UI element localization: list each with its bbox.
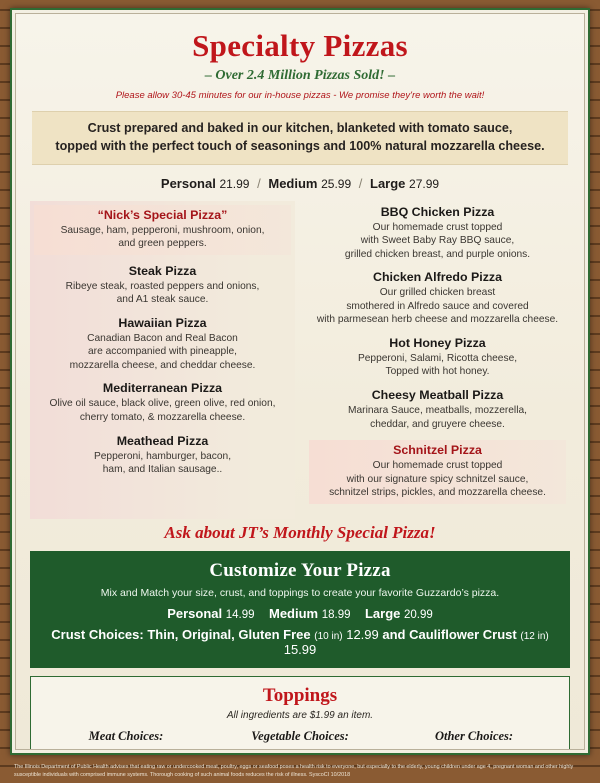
customize-personal-price: 14.99 [225, 608, 255, 621]
customize-medium-price: 18.99 [321, 608, 351, 621]
toppings-column-meat [39, 729, 213, 750]
customize-your-pizza-section [30, 551, 570, 668]
customize-mix-line: Mix and Match your size, crust, and toppings to create your favorite Guzzardo’s pizza. [100, 586, 500, 599]
price-separator-1: / [257, 175, 261, 191]
customize-personal-label: Personal [167, 605, 223, 621]
pizza-item [34, 205, 291, 255]
pizza-name: Cheesy Meatball Pizza [371, 388, 504, 402]
pizza-description: Olive oil sauce, black olive, green olive, red onion, cherry tomato, & mozzarella cheese. [49, 398, 276, 423]
toppings-price-note: All ingredients are $1.99 an item. [226, 709, 374, 721]
prep-time-note: Please allow 30-45 minutes for our in-house pizzas - We promise they're worth the wait! [115, 90, 485, 101]
specialty-large-price: 27.99 [409, 176, 440, 191]
pizza-name: Schnitzel Pizza [393, 443, 482, 458]
pizza-name: BBQ Chicken Pizza [380, 204, 495, 219]
page-subtitle: – Over 2.4 Million Pizzas Sold! – [204, 68, 396, 83]
pizza-name: Steak Pizza [128, 263, 197, 278]
specialty-medium-price: 25.99 [321, 176, 352, 191]
pizza-name: Mediterranean Pizza [102, 381, 223, 396]
pizza-description: Our grilled chicken breast smothered in Alfredo sauce and covered with parmesean herb cheese and mozzarella cheese. [316, 287, 559, 326]
pizza-item [309, 440, 566, 504]
pizza-item [34, 316, 291, 373]
toppings-heading: Vegetable Choices: [251, 728, 349, 743]
pizza-item [34, 381, 291, 424]
pizza-description: Our homemade crust topped with our signature spicy schnitzel sauce, schnitzel strips, pickles, and mozzarella cheese. [329, 460, 546, 499]
toppings-heading: Meat Choices: [88, 728, 164, 743]
pizza-item [34, 434, 291, 477]
pizza-item [309, 336, 566, 379]
specialty-size-prices [16, 176, 584, 191]
toppings-line [213, 749, 387, 750]
gluten-free-size: (10 in) [314, 630, 343, 642]
page-title: Specialty Pizzas [192, 28, 408, 63]
pizza-name: Hawaiian Pizza [118, 315, 207, 330]
crust-choices-label: Crust Choices: [51, 626, 144, 642]
customize-large-price: 20.99 [404, 608, 433, 621]
toppings-section [30, 676, 570, 750]
specialty-medium-label: Medium [268, 175, 318, 191]
toppings-column-vegetable [213, 729, 387, 750]
pizza-item [34, 264, 291, 307]
menu-inner [15, 13, 585, 750]
pizza-name: “Nick’s Special Pizza” [97, 207, 228, 222]
gluten-free-price: 12.99 [346, 626, 379, 642]
toppings-line [39, 749, 213, 750]
customize-size-prices [38, 606, 562, 621]
pizza-column-left [30, 201, 295, 519]
crust-and-text: and Cauliflower Crust [382, 626, 517, 642]
pizza-item [309, 205, 566, 262]
crust-description-line1: Crust prepared and baked in our kitchen, blanketed with tomato sauce, [87, 121, 513, 135]
toppings-column-other [387, 729, 561, 750]
pizza-description: Canadian Bacon and Real Bacon are accompanied with pineapple, mozzarella cheese, and cheddar cheese. [69, 332, 256, 371]
pizza-description: Sausage, ham, pepperoni, mushroom, onion, and green peppers. [60, 224, 265, 250]
cauliflower-size: (12 in) [520, 630, 549, 642]
specialty-personal-price: 21.99 [219, 176, 250, 191]
monthly-special-callout: Ask about JT’s Monthly Special Pizza! [164, 522, 436, 542]
toppings-title: Toppings [262, 684, 338, 706]
pizza-description: Ribeye steak, roasted peppers and onions, and A1 steak sauce. [65, 280, 260, 306]
crust-description-line2: topped with the perfect touch of seasonings and 100% natural mozzarella cheese. [55, 139, 545, 154]
customize-medium-label: Medium [268, 605, 319, 621]
pizza-item [309, 388, 566, 431]
pizza-column-right [305, 201, 570, 519]
toppings-heading: Other Choices: [434, 728, 514, 743]
specialty-personal-label: Personal [160, 175, 216, 191]
specialty-large-label: Large [370, 175, 406, 191]
crust-choices-options: Thin, Original, Gluten Free [147, 626, 311, 642]
menu-card [10, 8, 590, 755]
pizza-name: Meathead Pizza [116, 433, 209, 448]
cauliflower-price: 15.99 [283, 641, 317, 657]
pizza-description: Pepperoni, hamburger, bacon, ham, and Italian sausage.. [93, 450, 232, 476]
pizza-description: Our homemade crust topped with Sweet Baby Ray BBQ sauce, grilled chicken breast, and purple onions. [344, 221, 531, 260]
toppings-line [387, 749, 561, 750]
pizza-description: Pepperoni, Salami, Ricotta cheese, Topped with hot honey. [357, 352, 518, 378]
pizza-item [309, 270, 566, 327]
crust-description-band [32, 111, 568, 165]
toppings-columns [39, 729, 561, 750]
customize-large-label: Large [364, 605, 401, 621]
pizza-description: Marinara Sauce, meatballs, mozzerella, cheddar, and gruyere cheese. [348, 405, 527, 430]
health-disclaimer: The Illinois Department of Public Health advises that eating raw or undercooked meat, poultry, eggs or seafood poses a health risk to everyone, but especially to the elderly, young children under age 4, pregnant woman and other highly susceptible individuals with comprised immune systems. Thorough cooking of such animal foods reduces the risk of illness. SyscoCI 10/2018 [14, 764, 574, 778]
specialty-pizza-columns [30, 201, 570, 519]
pizza-name: Chicken Alfredo Pizza [373, 270, 502, 285]
customize-title: Customize Your Pizza [209, 559, 391, 581]
crust-choices [38, 627, 562, 657]
price-separator-2: / [358, 175, 363, 191]
pizza-name: Hot Honey Pizza [389, 335, 486, 350]
